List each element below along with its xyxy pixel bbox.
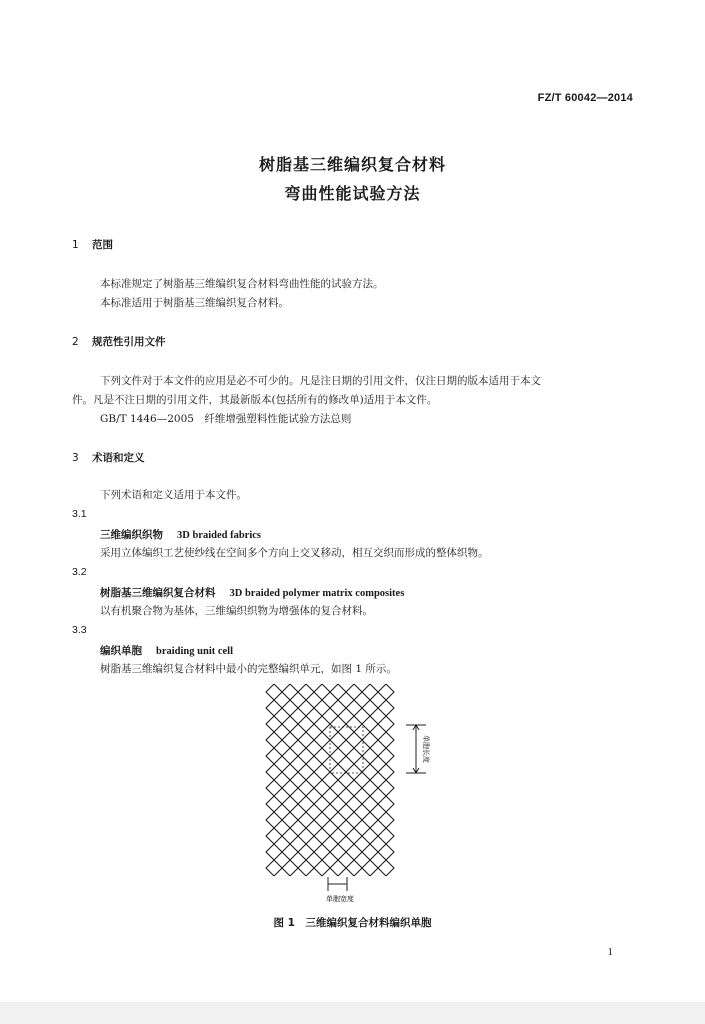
document-title-line1: 树脂基三维编织复合材料	[258, 155, 446, 174]
term-title	[100, 643, 233, 658]
reference-entry: GB/T 1446—2005 纤维增强塑料性能试验方法总则	[100, 413, 352, 425]
braid-strand	[282, 684, 290, 876]
braid-strand	[330, 684, 338, 876]
paragraph: 下列术语和定义适用于本文件。	[100, 489, 247, 501]
section-title: 规范性引用文件	[92, 336, 166, 348]
braid-strand	[370, 684, 378, 876]
paragraph: 件。凡是不注日期的引用文件，其最新版本(包括所有的修改单)适用于本文件。	[72, 394, 438, 406]
section-number: 1	[72, 239, 79, 251]
page-bottom-band	[0, 1002, 705, 1024]
section-title: 范围	[92, 239, 113, 251]
section-title: 术语和定义	[92, 452, 145, 464]
braid-strand	[378, 684, 386, 876]
section-3-heading	[72, 450, 145, 465]
term-definition: 树脂基三维编织复合材料中最小的完整编织单元，如图 1 所示。	[100, 663, 397, 675]
term-title	[100, 585, 404, 600]
paragraph: 本标准适用于树脂基三维编织复合材料。	[100, 297, 289, 309]
term-en: 3D braided fabrics	[177, 530, 261, 541]
braid-strand	[266, 684, 274, 876]
term-zh: 三维编织织物	[100, 529, 163, 541]
term-definition: 以有机聚合物为基体，三维编织织物为增强体的复合材料。	[100, 605, 373, 617]
term-number: 3.1	[72, 508, 87, 520]
term-en: 3D braided polymer matrix composites	[229, 588, 405, 599]
braiding-unit-cell-figure	[260, 680, 450, 905]
braid-strand	[362, 684, 370, 876]
braid-strand	[346, 684, 354, 876]
braid-strand	[354, 684, 362, 876]
term-number: 3.2	[72, 566, 87, 578]
term-zh: 树脂基三维编织复合材料	[100, 587, 216, 599]
term-number: 3.3	[72, 624, 87, 636]
unit-cell-outline	[330, 727, 363, 773]
section-number: 3	[72, 452, 79, 464]
figure-caption: 图 1 三维编织复合材料编织单胞	[273, 917, 432, 929]
term-zh: 编织单胞	[100, 645, 142, 657]
page-number: 1	[607, 946, 613, 958]
braid-strand	[298, 684, 306, 876]
section-1-heading	[72, 237, 113, 252]
section-2-heading	[72, 334, 166, 349]
braid-strand	[306, 684, 314, 876]
braid-strand	[290, 684, 298, 876]
braid-strand	[274, 684, 282, 876]
braid-strand	[386, 684, 394, 876]
document-title-line2: 弯曲性能试验方法	[284, 184, 421, 203]
paragraph: 本标准规定了树脂基三维编织复合材料弯曲性能的试验方法。	[100, 278, 384, 290]
braid-strand	[338, 684, 346, 876]
term-definition: 采用立体编织工艺使纱线在空间多个方向上交叉移动，相互交织而形成的整体织物。	[100, 547, 489, 559]
unit-cell-width-label: 单胞宽度	[326, 895, 354, 903]
standard-number: FZ/T 60042—2014	[537, 92, 633, 104]
braid-strand	[322, 684, 330, 876]
term-title	[100, 527, 261, 542]
braid-pattern	[266, 684, 394, 876]
term-en: braiding unit cell	[156, 646, 234, 657]
braid-strand	[314, 684, 322, 876]
paragraph: 下列文件对于本文件的应用是必不可少的。凡是注日期的引用文件，仅注日期的版本适用于本文	[100, 375, 541, 387]
section-number: 2	[72, 336, 79, 348]
unit-cell-length-label: 单胞长度	[422, 735, 430, 763]
